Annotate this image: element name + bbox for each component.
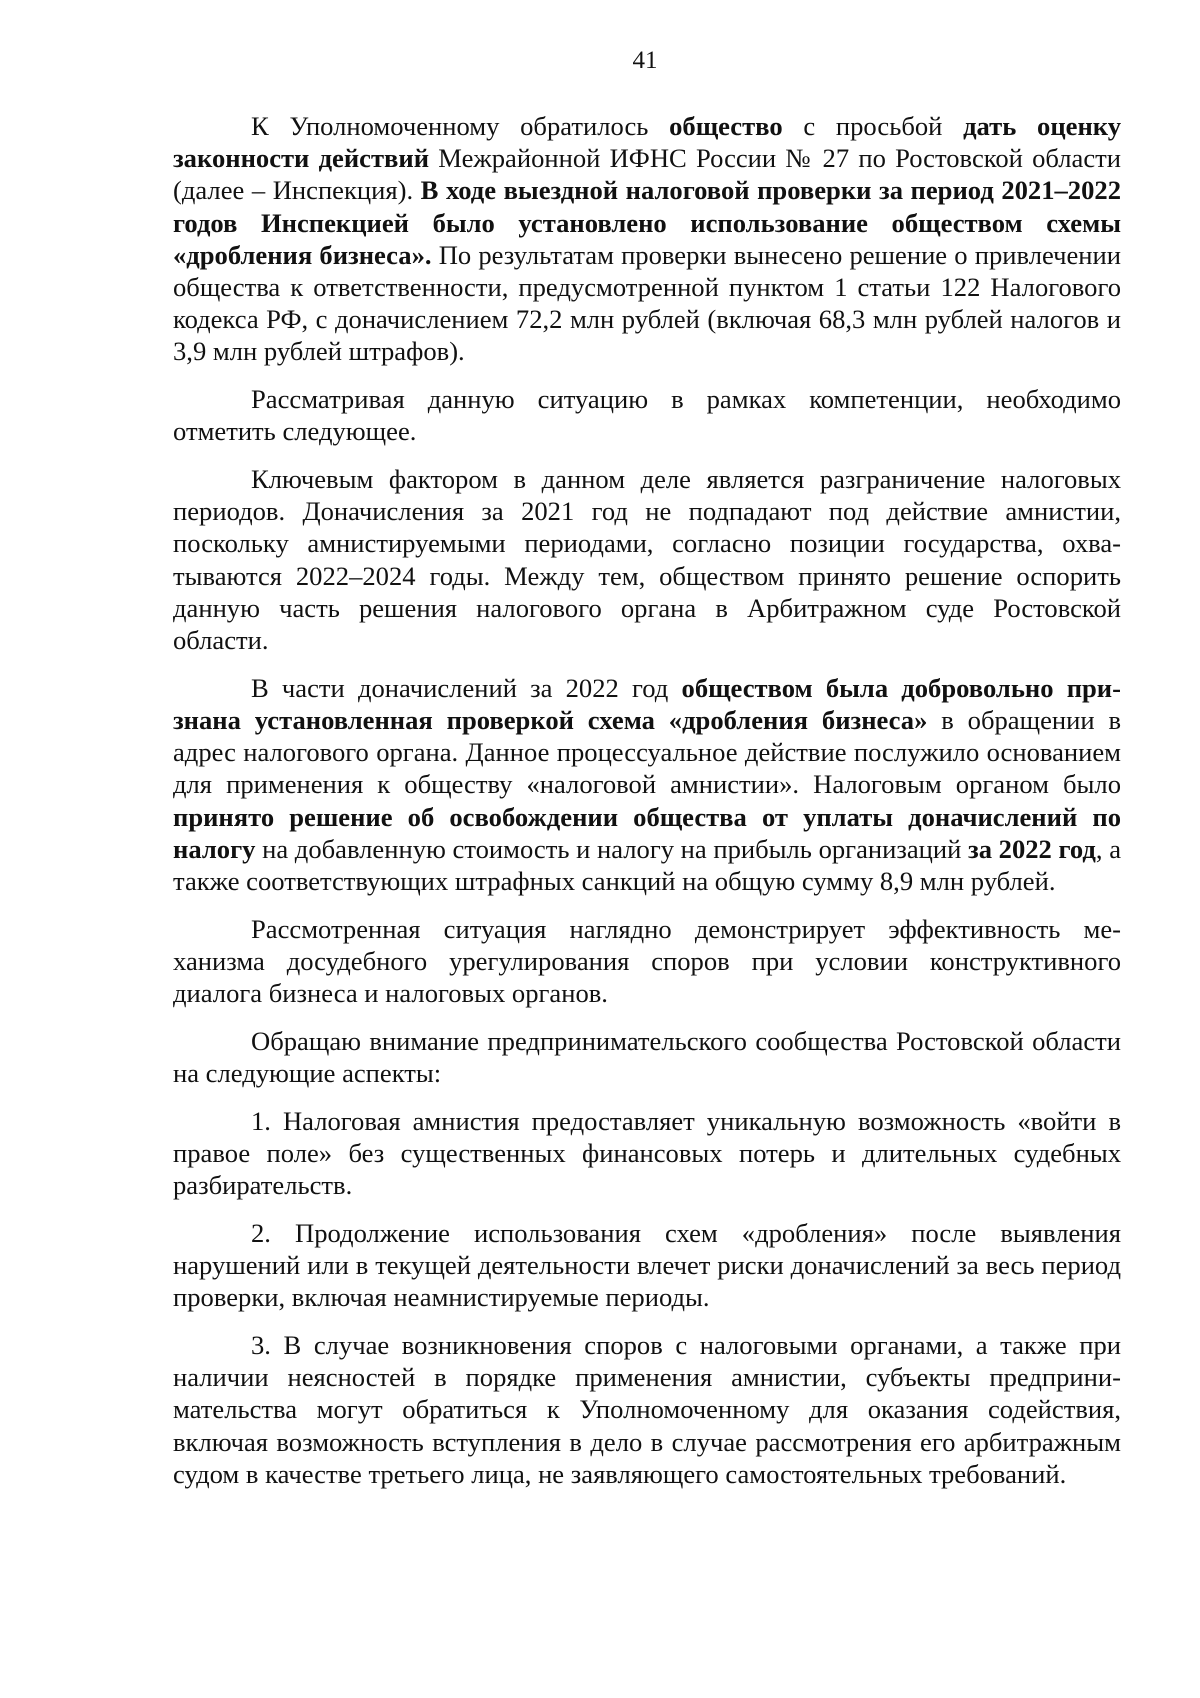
text-segment: Рассматривая данную ситуацию в рамках компетенции, необходимо отметить следующее. bbox=[173, 384, 1121, 447]
document-body bbox=[173, 110, 1121, 1490]
text-segment: на добавленную стоимость и налогу на прибыль организаций bbox=[255, 833, 969, 864]
text-segment: 2. Продолжение использования схем «дробления» после выявления нарушений или в текущей деятельности влечет риски доначислений за весь период проверки, включая неамнистируемые периоды. bbox=[173, 1217, 1121, 1313]
paragraph bbox=[173, 1217, 1121, 1314]
text-segment: По результатам проверки вынесено решение о привлечении общества к ответственности, предусмотренной пунктом 1 статьи 122 Налогового кодекса РФ, с доначислением 72,2 млн рублей (включая 68,3 млн рублей налогов и 3,9 млн рублей штрафов). bbox=[173, 239, 1121, 367]
bold-text-segment: за 2022 год bbox=[968, 833, 1096, 864]
page-number: 41 bbox=[632, 47, 658, 74]
bold-text-segment: обществом была добровольно признана установленная проверкой схема «дробления бизнеса» bbox=[173, 672, 1121, 735]
text-segment: 1. Налоговая амнистия предоставляет уникальную возможность «войти в правое поле» без существенных финансовых потерь и длительных судебных разбирательств. bbox=[173, 1105, 1121, 1201]
text-segment: В части доначислений за 2022 год bbox=[251, 672, 682, 703]
paragraph bbox=[173, 1025, 1121, 1089]
text-segment: К Уполномоченному обратилось bbox=[251, 111, 670, 141]
paragraph bbox=[173, 672, 1121, 897]
text-segment: в обращении в адрес налогового органа. Данное процессуальное действие послужило основанием для применения к обществу «налоговой амнистии». Налоговым органом было bbox=[173, 704, 1121, 800]
paragraph bbox=[173, 1329, 1121, 1490]
paragraph bbox=[173, 110, 1121, 368]
text-segment: Рассмотренная ситуация наглядно демонстрирует эффективность механизма досудебного урегулирования споров при условии конструктивного диалога бизнеса и налоговых органов. bbox=[173, 913, 1121, 1009]
text-segment: , а также соответствующих штрафных санкций на общую сумму 8,9 млн рублей. bbox=[173, 833, 1121, 896]
paragraph bbox=[173, 383, 1121, 447]
paragraph bbox=[173, 1105, 1121, 1202]
bold-text-segment: дать оценку законности действий bbox=[173, 111, 1122, 174]
bold-text-segment: общество bbox=[669, 111, 783, 141]
text-segment: с просьбой bbox=[782, 111, 964, 141]
text-segment: 3. В случае возникновения споров с налоговыми органами, а также при наличии неясностей в порядке применения амнистии, субъекты предпринимательства могут обратиться к Уполномоченному для оказания содействия, включая возможность вступления в дело в случае рассмотрения его арбитражным судом в качестве третьего лица, не заявляющего самостоятельных требований. bbox=[173, 1329, 1121, 1489]
text-segment: Обращаю внимание предпринимательского сообщества Ростовской области на следующие аспекты: bbox=[173, 1025, 1121, 1088]
text-segment: Межрайонной ИФНС России № 27 по Ростовской области (далее – Инспекция). bbox=[173, 143, 1121, 206]
paragraph bbox=[173, 913, 1121, 1010]
paragraph bbox=[173, 463, 1121, 656]
text-segment: Ключевым фактором в данном деле является разграничение налоговых периодов. Доначисления за 2021 год не подпадают под действие амнистии, поскольку амнистируемыми периодами, согласно позиции государства, охватываются 2022–2024 годы. Между тем, обществом принято решение оспорить данную часть решения налогового органа в Арбитражном суде Ростовской области. bbox=[173, 464, 1121, 656]
bold-text-segment: В ходе выездной налоговой проверки за период 2021–2022 годов Инспекцией было установлено использование обществом схемы «дробления бизнеса». bbox=[173, 175, 1121, 270]
bold-text-segment: принято решение об освобождении общества от уплаты доначислений по налогу bbox=[173, 801, 1121, 864]
